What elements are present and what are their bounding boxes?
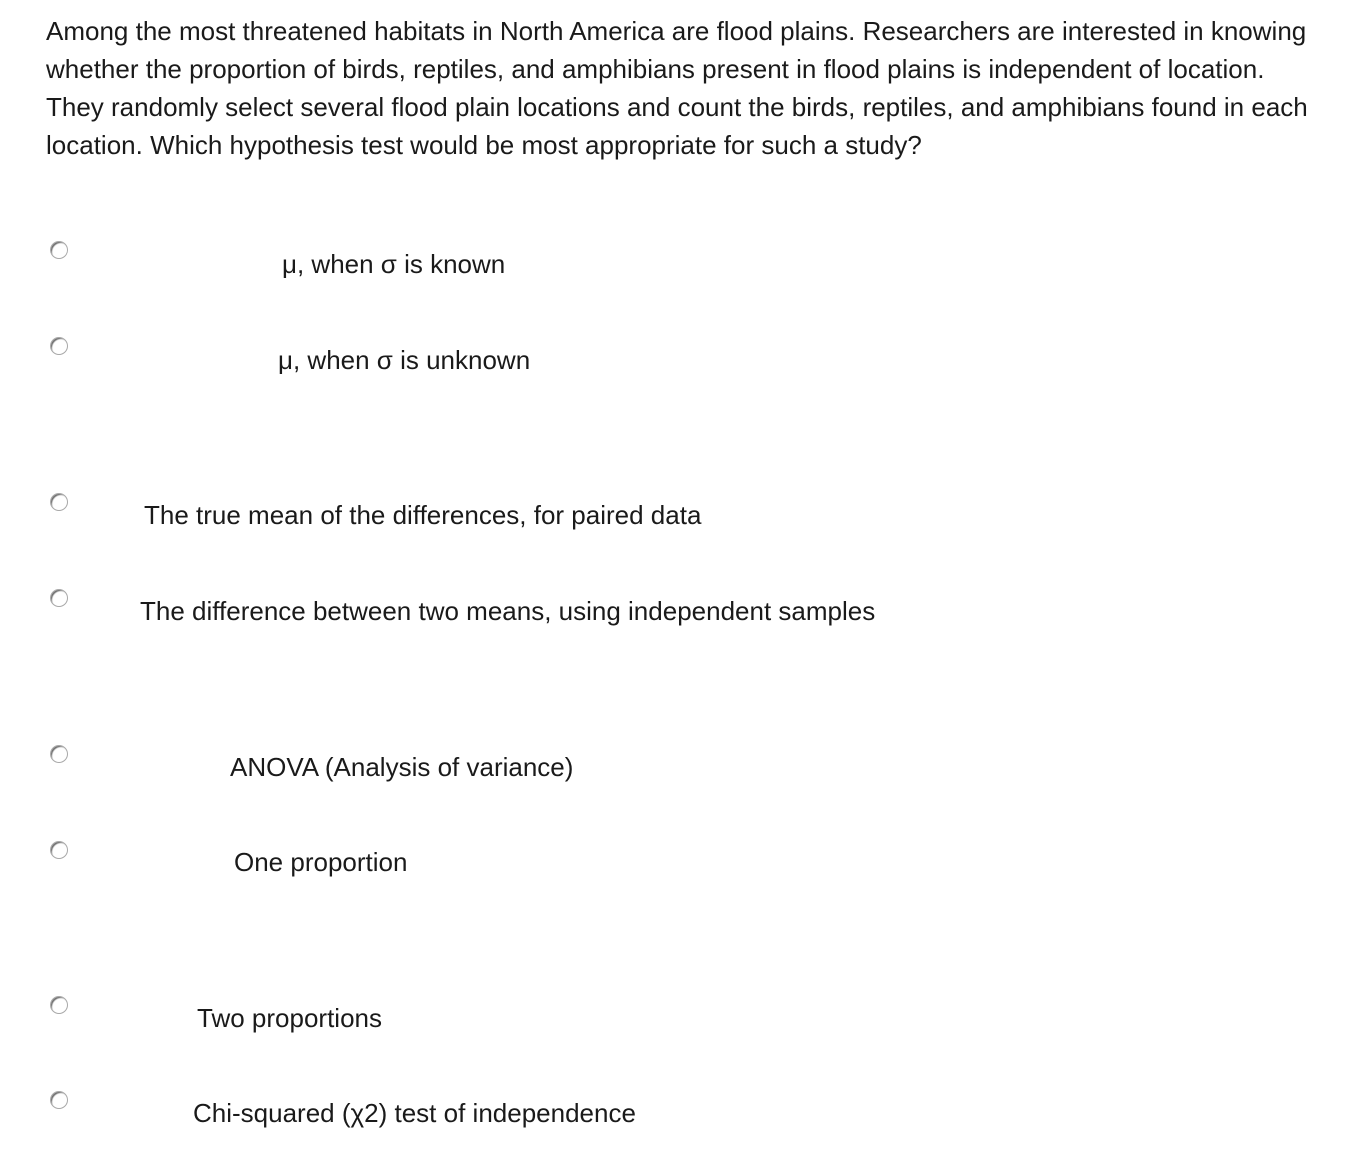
- radio-button[interactable]: [50, 996, 68, 1014]
- radio-button[interactable]: [50, 1091, 68, 1109]
- answer-option-anova[interactable]: [0, 740, 1350, 780]
- answer-label: One proportion: [234, 847, 408, 877]
- radio-button[interactable]: [50, 241, 68, 259]
- answer-option-two-proportions[interactable]: [0, 992, 1350, 1032]
- answer-option-mu-sigma-unknown[interactable]: [0, 332, 1350, 375]
- answer-label: μ, when σ is known: [282, 249, 506, 279]
- answer-label: The difference between two means, using independent samples: [140, 596, 876, 626]
- radio-button[interactable]: [50, 337, 68, 355]
- answer-label: The true mean of the differences, for paired data: [144, 500, 702, 530]
- answer-option-one-proportion[interactable]: [0, 836, 1350, 876]
- answer-label: Two proportions: [197, 1003, 382, 1033]
- answer-label: ANOVA (Analysis of variance): [230, 752, 574, 782]
- answer-option-chi-squared-independence[interactable]: [0, 1088, 1350, 1128]
- answer-option-paired-differences[interactable]: [0, 488, 1350, 528]
- answer-option-mu-sigma-known[interactable]: [0, 236, 1350, 279]
- radio-button[interactable]: [50, 841, 68, 859]
- question-text: Among the most threatened habitats in North America are flood plains. Researchers are interested in knowing whether the proportion of birds, reptiles, and amphibians present in flood plains is independent of location. They randomly select several flood plain locations and count the birds, reptiles, and amphibians found in each location. Which hypothesis test would be most appropriate for such a study?: [46, 16, 1308, 160]
- radio-button[interactable]: [50, 745, 68, 763]
- answer-option-two-means-independent[interactable]: [0, 584, 1350, 624]
- radio-button[interactable]: [50, 493, 68, 511]
- radio-button[interactable]: [50, 589, 68, 607]
- answer-label: μ, when σ is unknown: [278, 345, 531, 375]
- answer-label: Chi-squared (χ2) test of independence: [193, 1098, 636, 1128]
